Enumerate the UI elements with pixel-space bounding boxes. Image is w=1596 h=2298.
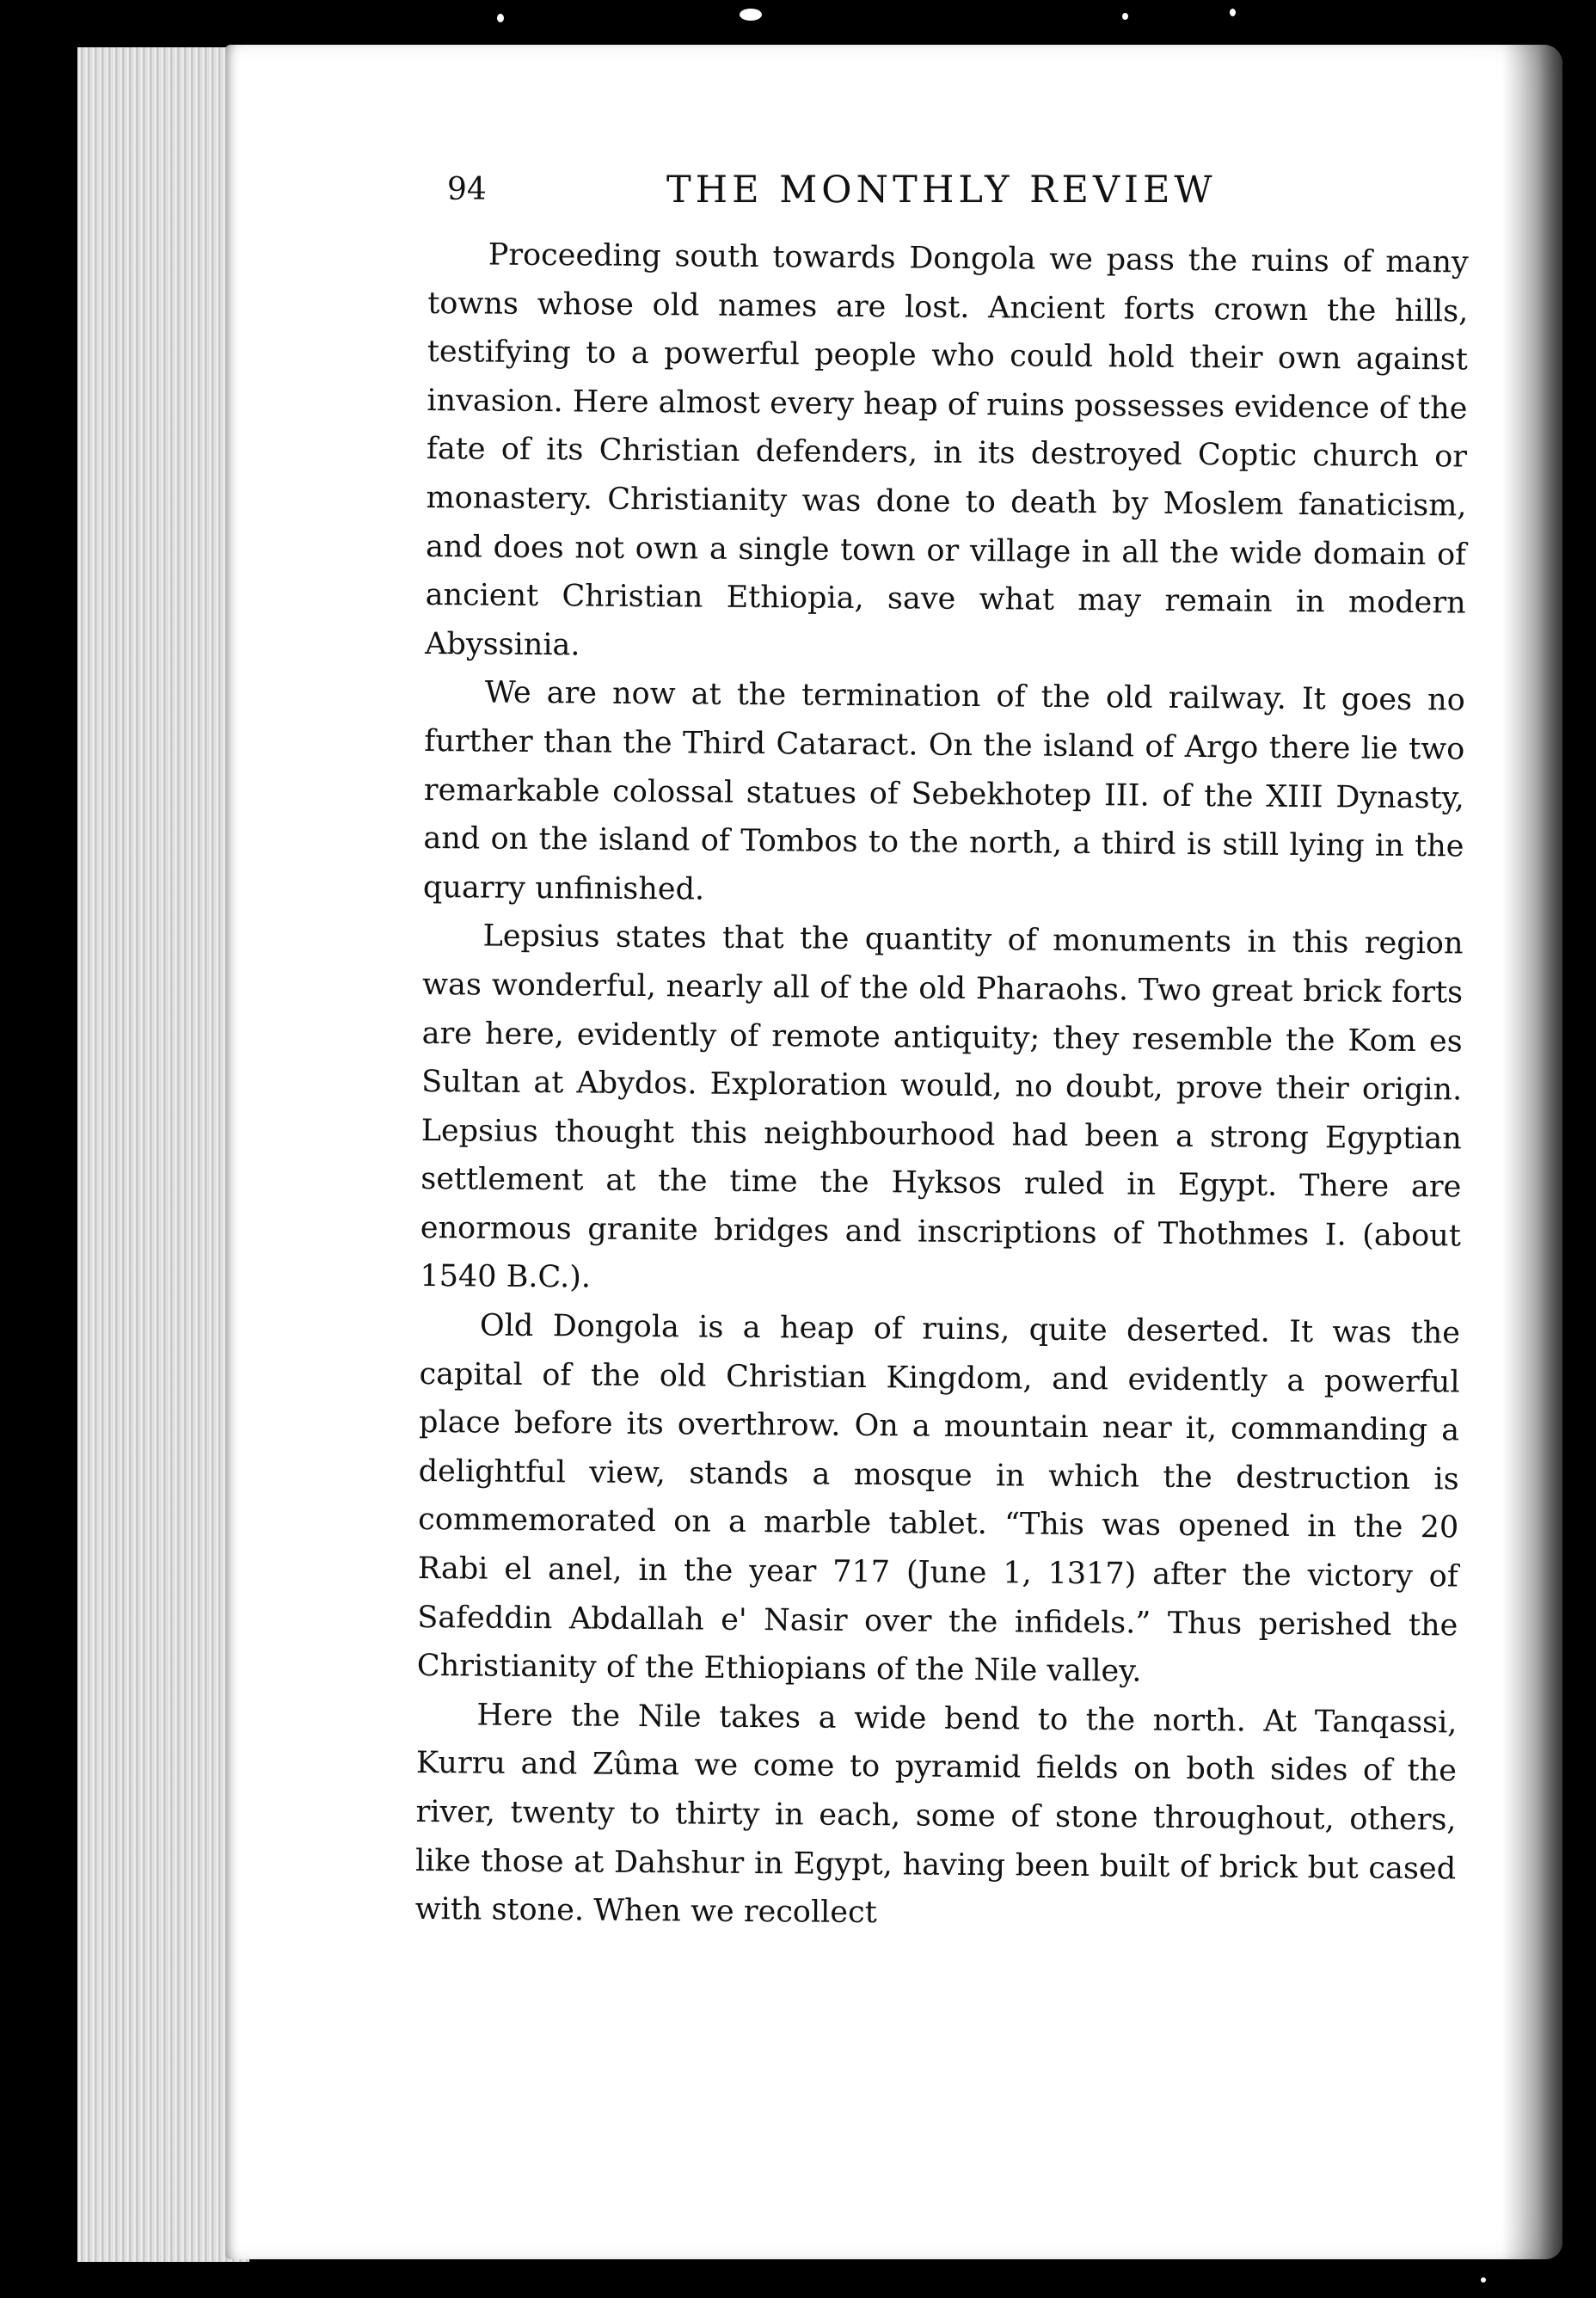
body-text	[414, 230, 1469, 1942]
paragraph: We are now at the termination of the old railway. It goes no further than the Third Cataract. On the island of Argo there lie two remarkable colossal statues of Sebekhotep III. of the XIII Dynasty, and on the island of Tombos to the north, a third is still lying in the quarry unfinished.	[422, 675, 1465, 907]
scan-speck	[497, 14, 504, 22]
paragraph-text: Lepsius states that the quantity of monuments in this region was wonderful, nearly all of the old Pharaohs. Two great brick forts are here, evidently of remote antiquity; they resemble the Kom es Sultan at Abydos. Exploration would, no doubt, prove their origin. Lepsius thought this neighbourhood had been a strong Egyptian settlement at the time the Hyksos ruled in Egypt. There are enormous granite bridges and inscriptions of Thothmes I. (about 1540	[420, 919, 1464, 1295]
scan-speck	[1230, 9, 1236, 16]
scan-speck	[740, 9, 762, 21]
running-title: THE MONTHLY REVIEW	[666, 169, 1217, 212]
page-shadow	[1502, 45, 1562, 2259]
page-header	[447, 169, 1466, 220]
paragraph: Old Dongola is a heap of ruins, quite deserted. It was the capital of the old Christian Kingdom, and evidently a powerful place before its overthrow. On a mountain near it, commanding a delightful view, stands a mosque in which the destruction is commemorated on a marble tablet. “This was opened in the 20 Rabi el anel, in the year 717 (June 1, 1317) after the victory of Safeddin Abdallah e' Nasir over the infidels.” Thus perished the Christianity of the Ethiopians of the Nile valley.	[416, 1308, 1461, 1689]
paragraph	[420, 912, 1464, 1309]
scan-speck	[1481, 2277, 1486, 2283]
paragraph: Here the Nile takes a wide bend to the north. At Tanqassi, Kurru and Zûma we come to pyramid fields on both sides of the river, twenty to thirty in each, some of stone throughout, others, like those at Dahshur in Egypt, having been built of brick but cased with stone. When we recollect	[414, 1698, 1458, 1931]
paragraph-text-end: ).	[569, 1260, 592, 1295]
paragraph: Proceeding south towards Dongola we pass the ruins of many towns whose old names are lost. Ancient forts crown the hills, testifying to a powerful people who could hold their own against invasion. Here almost every heap of ruins possesses evidence of the fate of its Christian defenders, in its destroyed Coptic church or monastery. Christianity was done to death by Moslem fanaticism, and does not own a single town or village in all the wide domain of ancient Christian Ethiopia, save what may remain in modern Abyssinia.	[425, 237, 1469, 663]
page-edges	[77, 47, 249, 2262]
page-number: 94	[447, 172, 487, 207]
era-abbreviation: B.C.	[506, 1260, 570, 1295]
scan-speck	[1122, 13, 1128, 20]
